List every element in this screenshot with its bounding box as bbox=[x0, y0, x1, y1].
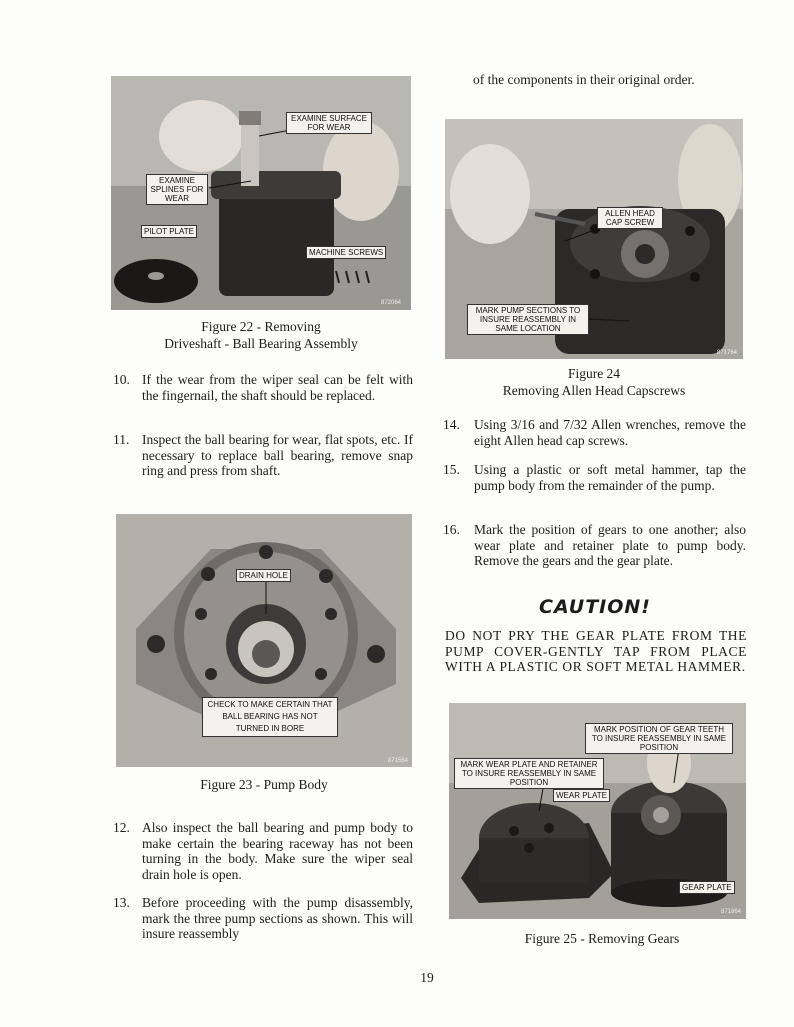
step-number: 13. bbox=[113, 895, 130, 910]
photo-code: 871564 bbox=[388, 758, 409, 764]
callout-machine-screws: MACHINE SCREWS bbox=[306, 246, 386, 259]
figure-25-photo bbox=[449, 703, 746, 919]
caution-text: DO NOT PRY THE GEAR PLATE FROM THE PUMP COVER-GENTLY TAP FROM PLACE WITH A PLASTIC OR SOFT METAL HAMMER. bbox=[445, 628, 747, 674]
step-text: Inspect the ball bearing for wear, flat spots, etc. If necessary to replace ball bearing, remove snap ring and press from shaft. bbox=[142, 432, 413, 478]
photo-code: 871764 bbox=[717, 350, 738, 356]
step-12 bbox=[113, 820, 413, 884]
step-number: 14. bbox=[443, 417, 460, 432]
caption-line-1: Figure 24 bbox=[567, 366, 621, 381]
figure-22-photo bbox=[111, 76, 411, 310]
callout-mark-wear-plate: MARK WEAR PLATE AND RETAINER TO INSURE REASSEMBLY IN SAME POSITION bbox=[454, 758, 604, 789]
step-number: 11. bbox=[113, 432, 130, 447]
step-number: 15. bbox=[443, 462, 460, 477]
step-text: Also inspect the ball bearing and pump body to make certain the bearing raceway has not been turning in the body. Make sure the wiper seal drain hole is open. bbox=[142, 820, 413, 882]
figure-25-caption: Figure 25 - Removing Gears bbox=[524, 931, 680, 946]
figure-24-photo bbox=[445, 119, 743, 359]
step-15 bbox=[443, 462, 746, 510]
caption-line-2: Driveshaft - Ball Bearing Assembly bbox=[164, 336, 358, 351]
caption-line-2: Removing Allen Head Capscrews bbox=[502, 383, 686, 398]
callout-drain-hole: DRAIN HOLE bbox=[236, 569, 291, 582]
callout-examine-surface: EXAMINE SURFACE FOR WEAR bbox=[286, 112, 372, 134]
photo-code: 871864 bbox=[721, 909, 742, 915]
photo-code: 872064 bbox=[381, 300, 402, 306]
callout-mark-gear-teeth: MARK POSITION OF GEAR TEETH TO INSURE REASSEMBLY IN SAME POSITION bbox=[585, 723, 733, 754]
step-11 bbox=[113, 432, 413, 496]
step-14 bbox=[443, 417, 746, 449]
callout-pilot-plate: PILOT PLATE bbox=[141, 225, 197, 238]
step-13 bbox=[113, 895, 413, 943]
figure-24-caption bbox=[445, 365, 743, 399]
callout-wear-plate: WEAR PLATE bbox=[553, 789, 610, 802]
step-16 bbox=[443, 522, 746, 586]
figure-22-caption bbox=[111, 318, 411, 352]
continuation-text: of the components in their original order. bbox=[473, 72, 695, 87]
step-text: Using 3/16 and 7/32 Allen wrenches, remove the eight Allen head cap screws. bbox=[474, 417, 746, 448]
step-number: 12. bbox=[113, 820, 130, 835]
callout-gear-plate: GEAR PLATE bbox=[679, 881, 735, 894]
callout-examine-splines: EXAMINE SPLINES FOR WEAR bbox=[146, 174, 208, 205]
figure-23-photo bbox=[116, 514, 412, 767]
caution-heading: CAUTION! bbox=[539, 596, 651, 618]
step-10 bbox=[113, 372, 413, 420]
step-text: Mark the position of gears to one another; also wear plate and retainer plate to pump body. Remove the gears and the gear plate. bbox=[474, 522, 746, 568]
step-text: Before proceeding with the pump disassembly, mark the three pump sections as shown. This will insure reassembly bbox=[142, 895, 413, 941]
figure-23-caption: Figure 23 - Pump Body bbox=[200, 777, 328, 792]
callout-check-bearing: CHECK TO MAKE CERTAIN THAT BALL BEARING HAS NOT TURNED IN BORE bbox=[202, 697, 338, 737]
callout-mark-sections: MARK PUMP SECTIONS TO INSURE REASSEMBLY IN SAME LOCATION bbox=[467, 304, 589, 335]
callout-allen-head: ALLEN HEAD CAP SCREW bbox=[597, 207, 663, 229]
step-number: 16. bbox=[443, 522, 460, 537]
step-number: 10. bbox=[113, 372, 130, 387]
step-text: If the wear from the wiper seal can be felt with the fingernail, the shaft should be replaced. bbox=[142, 372, 413, 403]
caption-line-1: Figure 22 - Removing bbox=[201, 319, 321, 334]
step-text: Using a plastic or soft metal hammer, tap the pump body from the remainder of the pump. bbox=[474, 462, 746, 493]
page-number: 19 bbox=[420, 970, 434, 985]
